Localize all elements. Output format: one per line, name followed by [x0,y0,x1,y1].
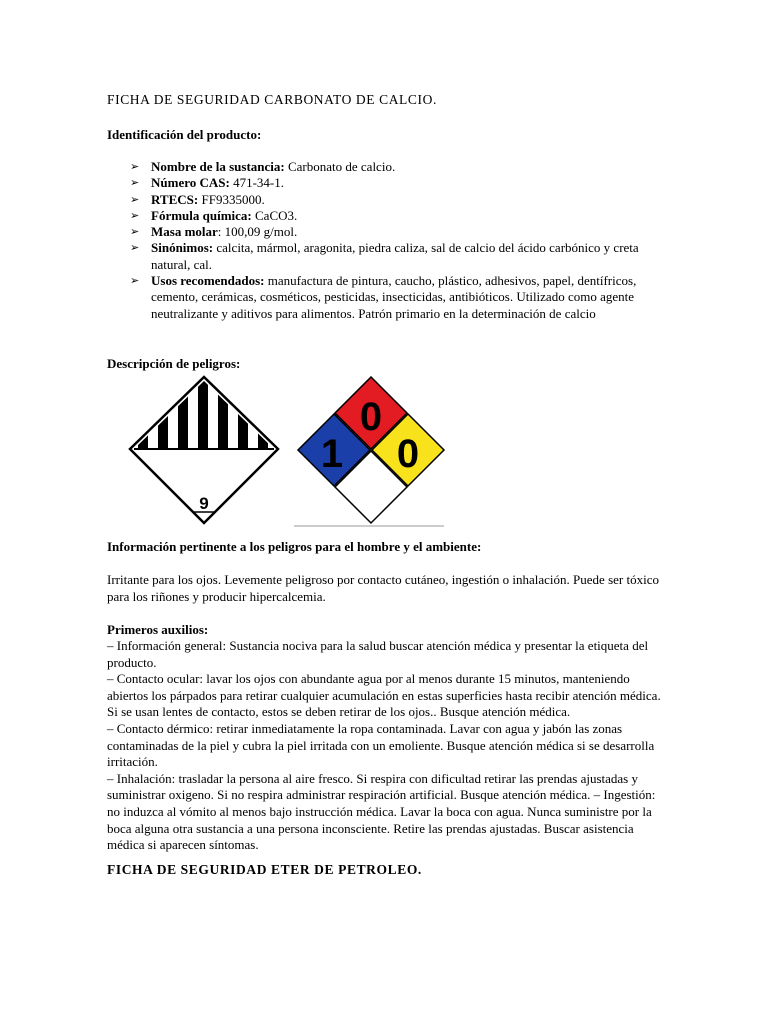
list-item: ➢ Sinónimos: calcita, mármol, aragonita, piedra caliza, sal de calcio del ácido carbónico y creta natural, cal. [130,240,639,272]
arrow-bullet-icon: ➢ [130,242,140,255]
list-item: ➢ Fórmula química: CaCO3. [130,207,298,223]
list-item: ➢ Usos recomendados: manufactura de pintura, caucho, plástico, adhesivos, papel, dentífricos, cemento, cerámicas, cosméticos, pesticidas, insecticidas, antibióticos. Utilizado como agente neutralizante y aditivos para alimentos. Patrón primario en la determinación de calcio [130,273,637,321]
first-aid-text [107,638,667,854]
list-item: ➢ RTECS: FF9335000. [130,191,265,207]
nfpa-704-diamond-icon [294,377,444,526]
second-document-title: FICHA DE SEGURIDAD ETER DE PETROLEO. [107,862,422,877]
arrow-bullet-icon: ➢ [130,275,140,288]
document-title: FICHA DE SEGURIDAD CARBONATO DE CALCIO. [107,92,437,107]
arrow-bullet-icon: ➢ [130,193,140,206]
hazard-info-text: Irritante para los ojos. Levemente peligroso por contacto cutáneo, ingestión o inhalación. Puede ser tóxico para los riñones y producir hipercalcemia. [107,572,659,604]
identification-heading: Identificación del producto: [107,127,262,142]
first-aid-inhalation-ingestion: – Inhalación: trasladar la persona al aire fresco. Si respira con dificultad retirar las prendas ajustadas y suministrar oxigeno. Si no respira administrar respiración artificial. Busque atención médica. – Ingestión: no induzca al vómito al menos bajo instrucción médica. Lavar la boca con agua. Nunca suministre por la boca alguna otra sustancia a una persona inconsciente. Retire las prendas ajustadas. Buscar asistencia médica si aparecen síntomas. [107,770,656,853]
nfpa-right-number: 0 [396,432,420,476]
list-item: ➢ Número CAS: 471-34-1. [130,175,285,191]
first-aid-heading: Primeros auxilios: [107,622,209,637]
hazard-info-heading: Información pertinente a los peligros para el hombre y el ambiente: [107,539,482,554]
arrow-bullet-icon: ➢ [130,161,140,173]
arrow-bullet-icon: ➢ [130,177,140,190]
first-aid-dermal: – Contacto dérmico: retirar inmediatamente la ropa contaminada. Lavar con agua y jabón las zonas contaminadas de la piel y cubra la piel irritada con un emoliente. Busque atención médica si se desarrolla irritación. [107,720,655,770]
arrow-bullet-icon: ➢ [130,226,140,239]
list-item: ➢ Masa molar: 100,09 g/mol. [130,224,298,240]
class-9-hazard-diamond-icon [130,375,278,523]
arrow-bullet-icon: ➢ [130,209,140,222]
first-aid-ocular: – Contacto ocular: lavar los ojos con abundante agua por al menos durante 15 minutos, manteniendo abiertos los párpados para retirar cualquier acumulación en estas superficies hasta recibir atención médica. Si se usan lentes de contacto, estos se deben retirar de los ojos.. Busque atención médica. [107,671,661,720]
product-identification-list [130,159,670,322]
list-item: ➢ Nombre de la sustancia: Carbonato de calcio. [130,159,396,174]
first-aid-general: – Información general: Sustancia nociva para la salud buscar atención médica y presentar la etiqueta del producto. [107,638,649,670]
hazard-class-number: 9 [199,494,209,513]
nfpa-left-number: 1 [320,432,344,476]
nfpa-health-top-number: 0 [359,395,383,439]
hazard-pictograms [128,375,448,530]
hazards-heading: Descripción de peligros: [107,356,241,371]
